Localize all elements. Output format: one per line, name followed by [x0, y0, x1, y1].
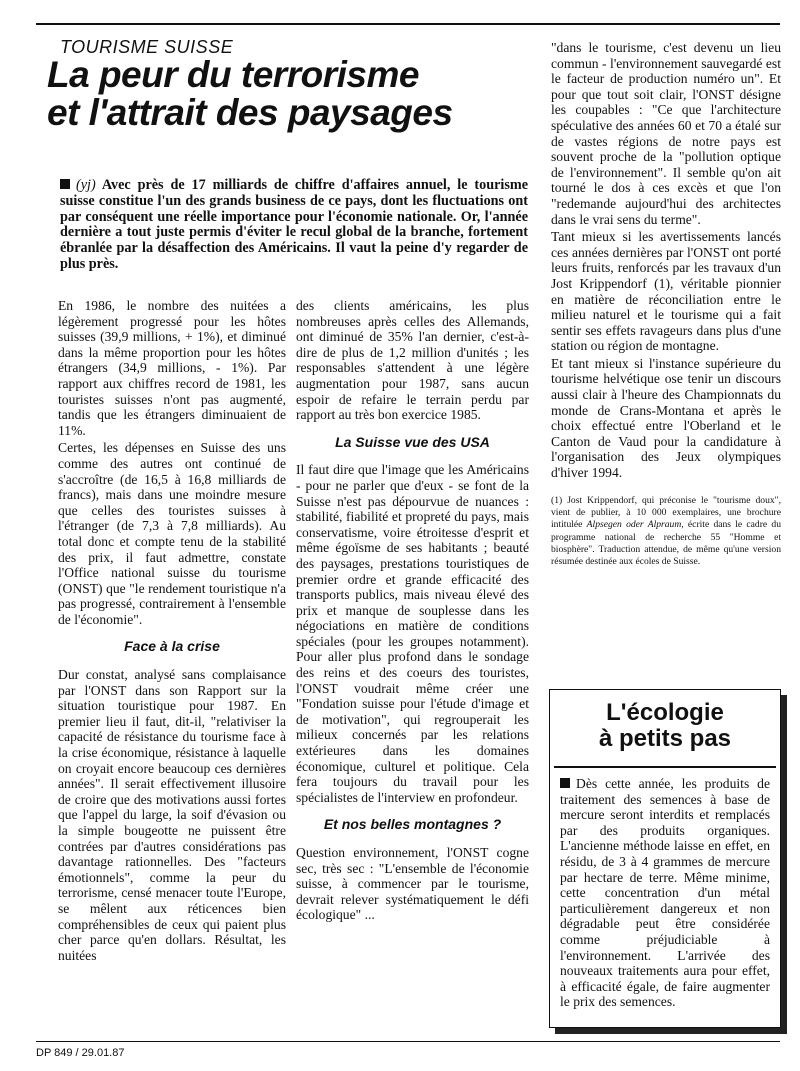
paragraph: Certes, les dépenses en Suisse des uns comme des autres ont continué de s'accroître (de 16,5 à 16,8 milliards de francs), mais dans une moindre mesure que celles des touristes suisses à l'étranger (de 7,3 à 7,8 milliards). Au total donc et compte tenu de la stabilité des prix, il faut admettre, constate l'Office national suisse du tourisme (ONST) que "le rendement touristique n'a pas progressé, contrairement à l'ensemble de l'économie".	[58, 440, 286, 627]
page-folio: DP 849 / 29.01.87	[36, 1047, 125, 1059]
paragraph: Et tant mieux si l'instance supérieure du tourisme helvétique ose tenir un discours aussi clair à l'heure des Championnats du monde de Crans-Montana et après le choix effectué entre l'Oberland et le Canton de Vaud pour la candidature à l'organisation des Jeux olympiques d'hiver 1994.	[551, 355, 781, 481]
square-bullet-icon	[60, 179, 70, 189]
sidebar-body: Dès cette année, les produits de traitement des semences à base de mercure seront interdits et remplacés par des produits organiques. L'ancienne méthode laisse en effet, en résidu, de 3 à 4 grammes de mercure par hectare de terre. Même minime, cette concentration d'un métal particulièrement dangereux et non dégradable peut être considérée comme préjudiciable à l'environnement. L'arrivée des nouveaux traitements aura pour effet, à efficacité égale, de faire augmenter le prix des semences.	[560, 776, 770, 1010]
column-1	[58, 298, 286, 965]
footnote-text: , écrite dans le cadre du programme national de recherche 55 "Homme et biosphère". Traduction attendue, de même qu'une version résumée destinée aux écoles de Suisse.	[551, 519, 781, 568]
footnote	[551, 495, 781, 569]
headline-line-2: et l'attrait des paysages	[47, 92, 453, 133]
sidebar-text	[560, 776, 770, 1010]
paragraph: Question environnement, l'ONST cogne sec, très sec : "L'ensemble de l'économie suisse, à commencer par le tourisme, devrait relever systématiquement le défi écologique" ...	[296, 845, 529, 923]
headline-line-1: La peur du terrorisme	[47, 54, 419, 95]
paragraph: des clients américains, les plus nombreuses après celles des Allemands, ont diminué de 35% l'an dernier, c'est-à-dire de plus de 1,2 million d'unités ; les responsables s'attendent à une légère augmentation pour 1987, sans aucun espoir de refaire le terrain perdu par rapport au très bon exercice 1985.	[296, 298, 529, 423]
paragraph: En 1986, le nombre des nuitées a légèrement progressé pour les hôtes suisses (39,9 millions, + 1%), et diminué dans la même proportion pour les hôtes étrangers (34,9 millions, - 1%). Par rapport aux chiffres record de 1981, les touristes suisses n'ont pas augmenté, tandis que les étrangers diminuaient de 11%.	[58, 298, 286, 438]
sidebar-title-line-1: L'écologie	[606, 699, 724, 726]
subheading-belles-montagnes: Et nos belles montagnes ?	[323, 816, 502, 833]
square-bullet-icon	[560, 778, 570, 788]
paragraph: Il faut dire que l'image que les Américains - pour ne parler que d'eux - se font de la Suisse n'est pas dépourvue de nuances : stabilité, fiabilité et propreté du pays, mais conservatisme, voire étroitesse d'esprit et même égoïsme de ses habitants ; beauté des paysages, prestations touristiques de premier ordre et grande efficacité des transports publics, mais niveau élevé des prix et manque de souplesse dans les négociations en matière de conditions spéciales (pour les groupes notamment). Pour aller plus profond dans le sondage des reins et des coeurs des touristes, l'ONST voudrait même créer une "Fondation suisse pour l'étude d'image et de motivation", qui regrouperait les milieux concernés par les relations extérieures dans les domaines économique, culturel et politique. Cela fera toujours du travail pour les spécialistes de l'interview en profondeur.	[296, 462, 529, 805]
paragraph: "dans le tourisme, c'est devenu un lieu commun - l'environnement sauvegardé est le facteur de production numéro un". Et pour que tout soit clair, l'ONST désigne les coupables : "Ce que l'architecture spéculative des années 60 et 70 a étalé sur de vastes régions de notre pays est souvent proche de la "pollution optique de l'environnement". Il semble qu'on ait tourné le dos à ces excès et que l'on "redemande aujourd'hui des architectes dans le vrai sens du terme".	[551, 40, 781, 227]
paragraph: Tant mieux si les avertissements lancés ces années dernières par l'ONST ont porté leurs fruits, renforcés par les travaux d'un Jost Krippendorf (1), véritable pionnier en matière de réconciliation entre le milieu naturel et le tourisme qui a fait sentir ses effets ravageurs dans plus d'une station ou région de montagne.	[551, 229, 781, 354]
subheading-suisse-usa: La Suisse vue des USA	[335, 433, 490, 450]
sidebar-title	[550, 700, 780, 752]
section-kicker: TOURISME SUISSE	[60, 37, 234, 57]
lead-byline: (yj)	[76, 177, 96, 193]
top-rule	[36, 23, 780, 25]
sidebar-box	[549, 689, 781, 1028]
article-headline	[47, 56, 547, 132]
sidebar-title-line-2: à petits pas	[598, 725, 732, 752]
bottom-rule	[36, 1041, 780, 1042]
subheading-face-crise: Face à la crise	[124, 638, 220, 655]
lead-text: Avec près de 17 milliards de chiffre d'affaires annuel, le tourisme suisse constitue l'un des grands business de ce pays, dont les fluctuations ont par conséquent une réelle importance pour l'économie nationale. Or, l'année dernière a tout juste permis d'éviter le recul global de la branche, fortement ébranlée par la désaffection des Américains. Il vaut la peine d'y regarder de plus près.	[60, 177, 528, 272]
sidebar-rule	[554, 766, 776, 768]
footnote-text: (1) Jost Krippendorf, qui préconise le "tourisme doux", vient de publier, à 10 000 exemplaires, une brochure intitulée	[551, 494, 781, 531]
article-lead	[60, 178, 528, 273]
paragraph: Dur constat, analysé sans complaisance par l'ONST dans son Rapport sur la situation touristique pour 1987. En premier lieu il faut, dit-il, "relativiser la capacité de résistance du tourisme face à la crise économique, résistance à laquelle on croyait encore beaucoup ces dernières années". Il serait effectivement illusoire de croire que des motivations aussi fortes que l'appel du large, la soif d'évasion ou la simple bougeotte ne puissent être contrées par d'autres considérations pas davantage rationnelles. Des "facteurs émotionnels", comme la peur du terrorisme, censé menacer toute l'Europe, se mêlent aux réticences bien compréhensibles de ceux qui paient plus cher parce qu'en dollars. Résultat, les nuitées	[58, 667, 286, 963]
column-2	[296, 298, 529, 925]
column-3	[551, 40, 781, 570]
footnote-book-title: Alpsegen oder Alpraum	[586, 519, 682, 531]
